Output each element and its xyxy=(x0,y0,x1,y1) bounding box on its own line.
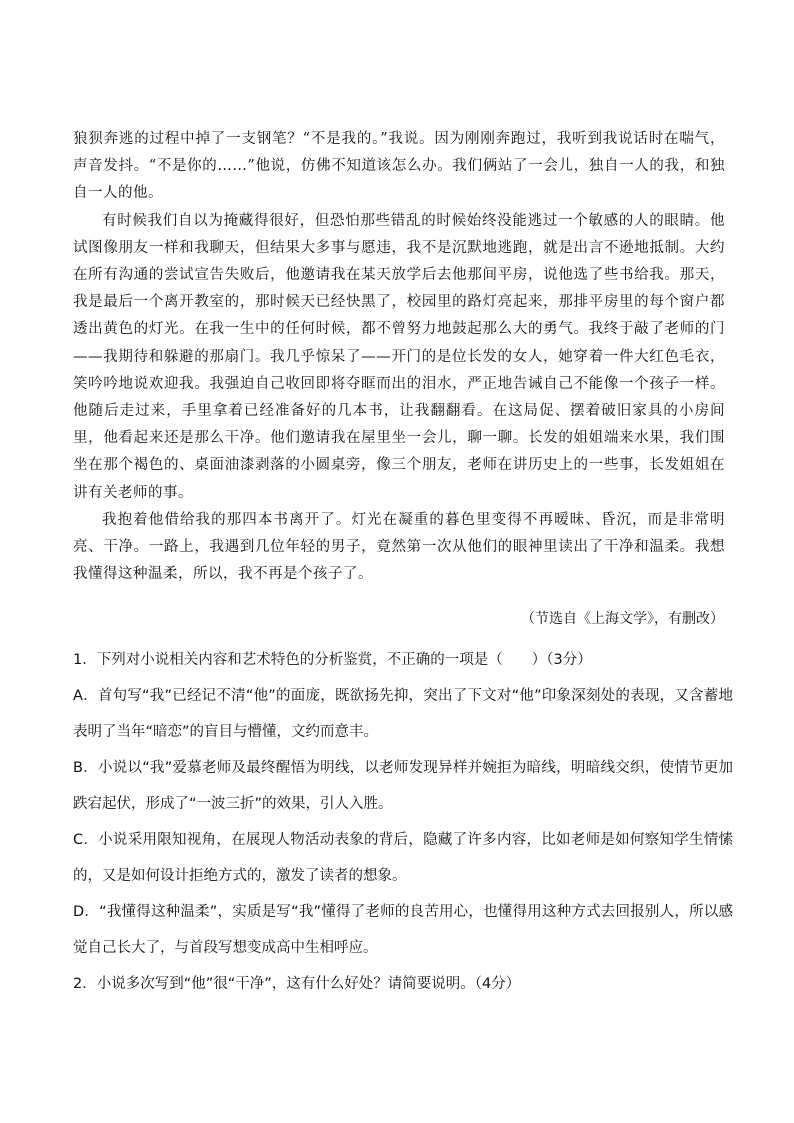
question-section xyxy=(73,642,733,1002)
question-1-option-a: A．首句写“我”已经记不清“他”的面庞，既欲扬先抑，突出了下文对“他”印象深刻处的表现，又含蓄地表明了当年“暗恋”的盲目与懵懂，文约而意丰。 xyxy=(73,688,733,740)
story-paragraph: 有时候我们自以为掩藏得很好，但恐怕那些错乱的时候始终没能逃过一个敏感的人的眼睛。他试图像朋友一样和我聊天，但结果大多事与愿违，我不是沉默地逃跑，就是出言不逊地抵制。大约在所有沟通的尝试宣告失败后，他邀请我在某天放学后去他那间平房，说他选了些书给我。那天，我是最后一个离开教室的，那时候天已经快黑了，校园里的路灯亮起来，那排平房里的每个窗户都透出黄色的灯光。在我一生中的任何时候，都不曾努力地鼓起那么大的勇气。我终于敲了老师的门——我期待和躲避的那扇门。我几乎惊呆了——开门的是位长发的女人，她穿着一件大红色毛衣，笑吟吟地说欢迎我。我强迫自己收回即将夺眶而出的泪水，严正地告诫自己不能像一个孩子一样。他随后走过来，手里拿着已经准备好的几本书，让我翻翻看。在这局促、摆着破旧家具的小房间里，他看起来还是那么干净。他们邀请我在屋里坐一会儿，聊一聊。长发的姐姐端来水果，我们围坐在那个褐色的、桌面油漆剥落的小圆桌旁，像三个朋友，老师在讲历史上的一些事，长发姐姐在讲有关老师的事。 xyxy=(73,212,725,501)
question-2-stem: 2．小说多次写到“他”很“干净”，这有什么好处？请简要说明。（4分） xyxy=(73,976,521,992)
story-paragraph: 我抱着他借给我的那四本书离开了。灯光在凝重的暮色里变得不再暧昧、昏沉，而是非常明亮、干净。一路上，我遇到几位年轻的男子，竟然第一次从他们的眼神里读出了干净和温柔。我想我懂得这种温柔，所以，我不再是个孩子了。 xyxy=(73,511,725,583)
story-excerpt xyxy=(73,126,725,588)
story-paragraph: 狼狈奔逃的过程中掉了一支钢笔？“不是我的。”我说。因为刚刚奔跑过，我听到我说话时在喘气，声音发抖。“不是你的……”他说，仿佛不知道该怎么办。我们俩站了一会儿，独自一人的我，和独自一人的他。 xyxy=(73,131,725,202)
source-citation: （节选自《上海文学》，有删改） xyxy=(521,611,724,627)
question-1-option-b: B．小说以“我”爱慕老师及最终醒悟为明线，以老师发现异样并婉拒为暗线，明暗线交织，使情节更加跌宕起伏，形成了“一波三折”的效果，引人入胜。 xyxy=(73,760,733,812)
question-1-option-d: D．“我懂得这种温柔”，实质是写“我”懂得了老师的良苦用心，也懂得用这种方式去回报别人，所以感觉自己长大了，与首段写想变成高中生相呼应。 xyxy=(73,904,733,956)
question-1-option-c: C．小说采用限知视角，在展现人物活动表象的背后，隐藏了许多内容，比如老师是如何察知学生情愫的，又是如何设计拒绝方式的，激发了读者的想象。 xyxy=(73,832,733,884)
question-1-stem: 1．下列对小说相关内容和艺术特色的分析鉴赏，不正确的一项是（ ）（3分） xyxy=(73,652,592,668)
